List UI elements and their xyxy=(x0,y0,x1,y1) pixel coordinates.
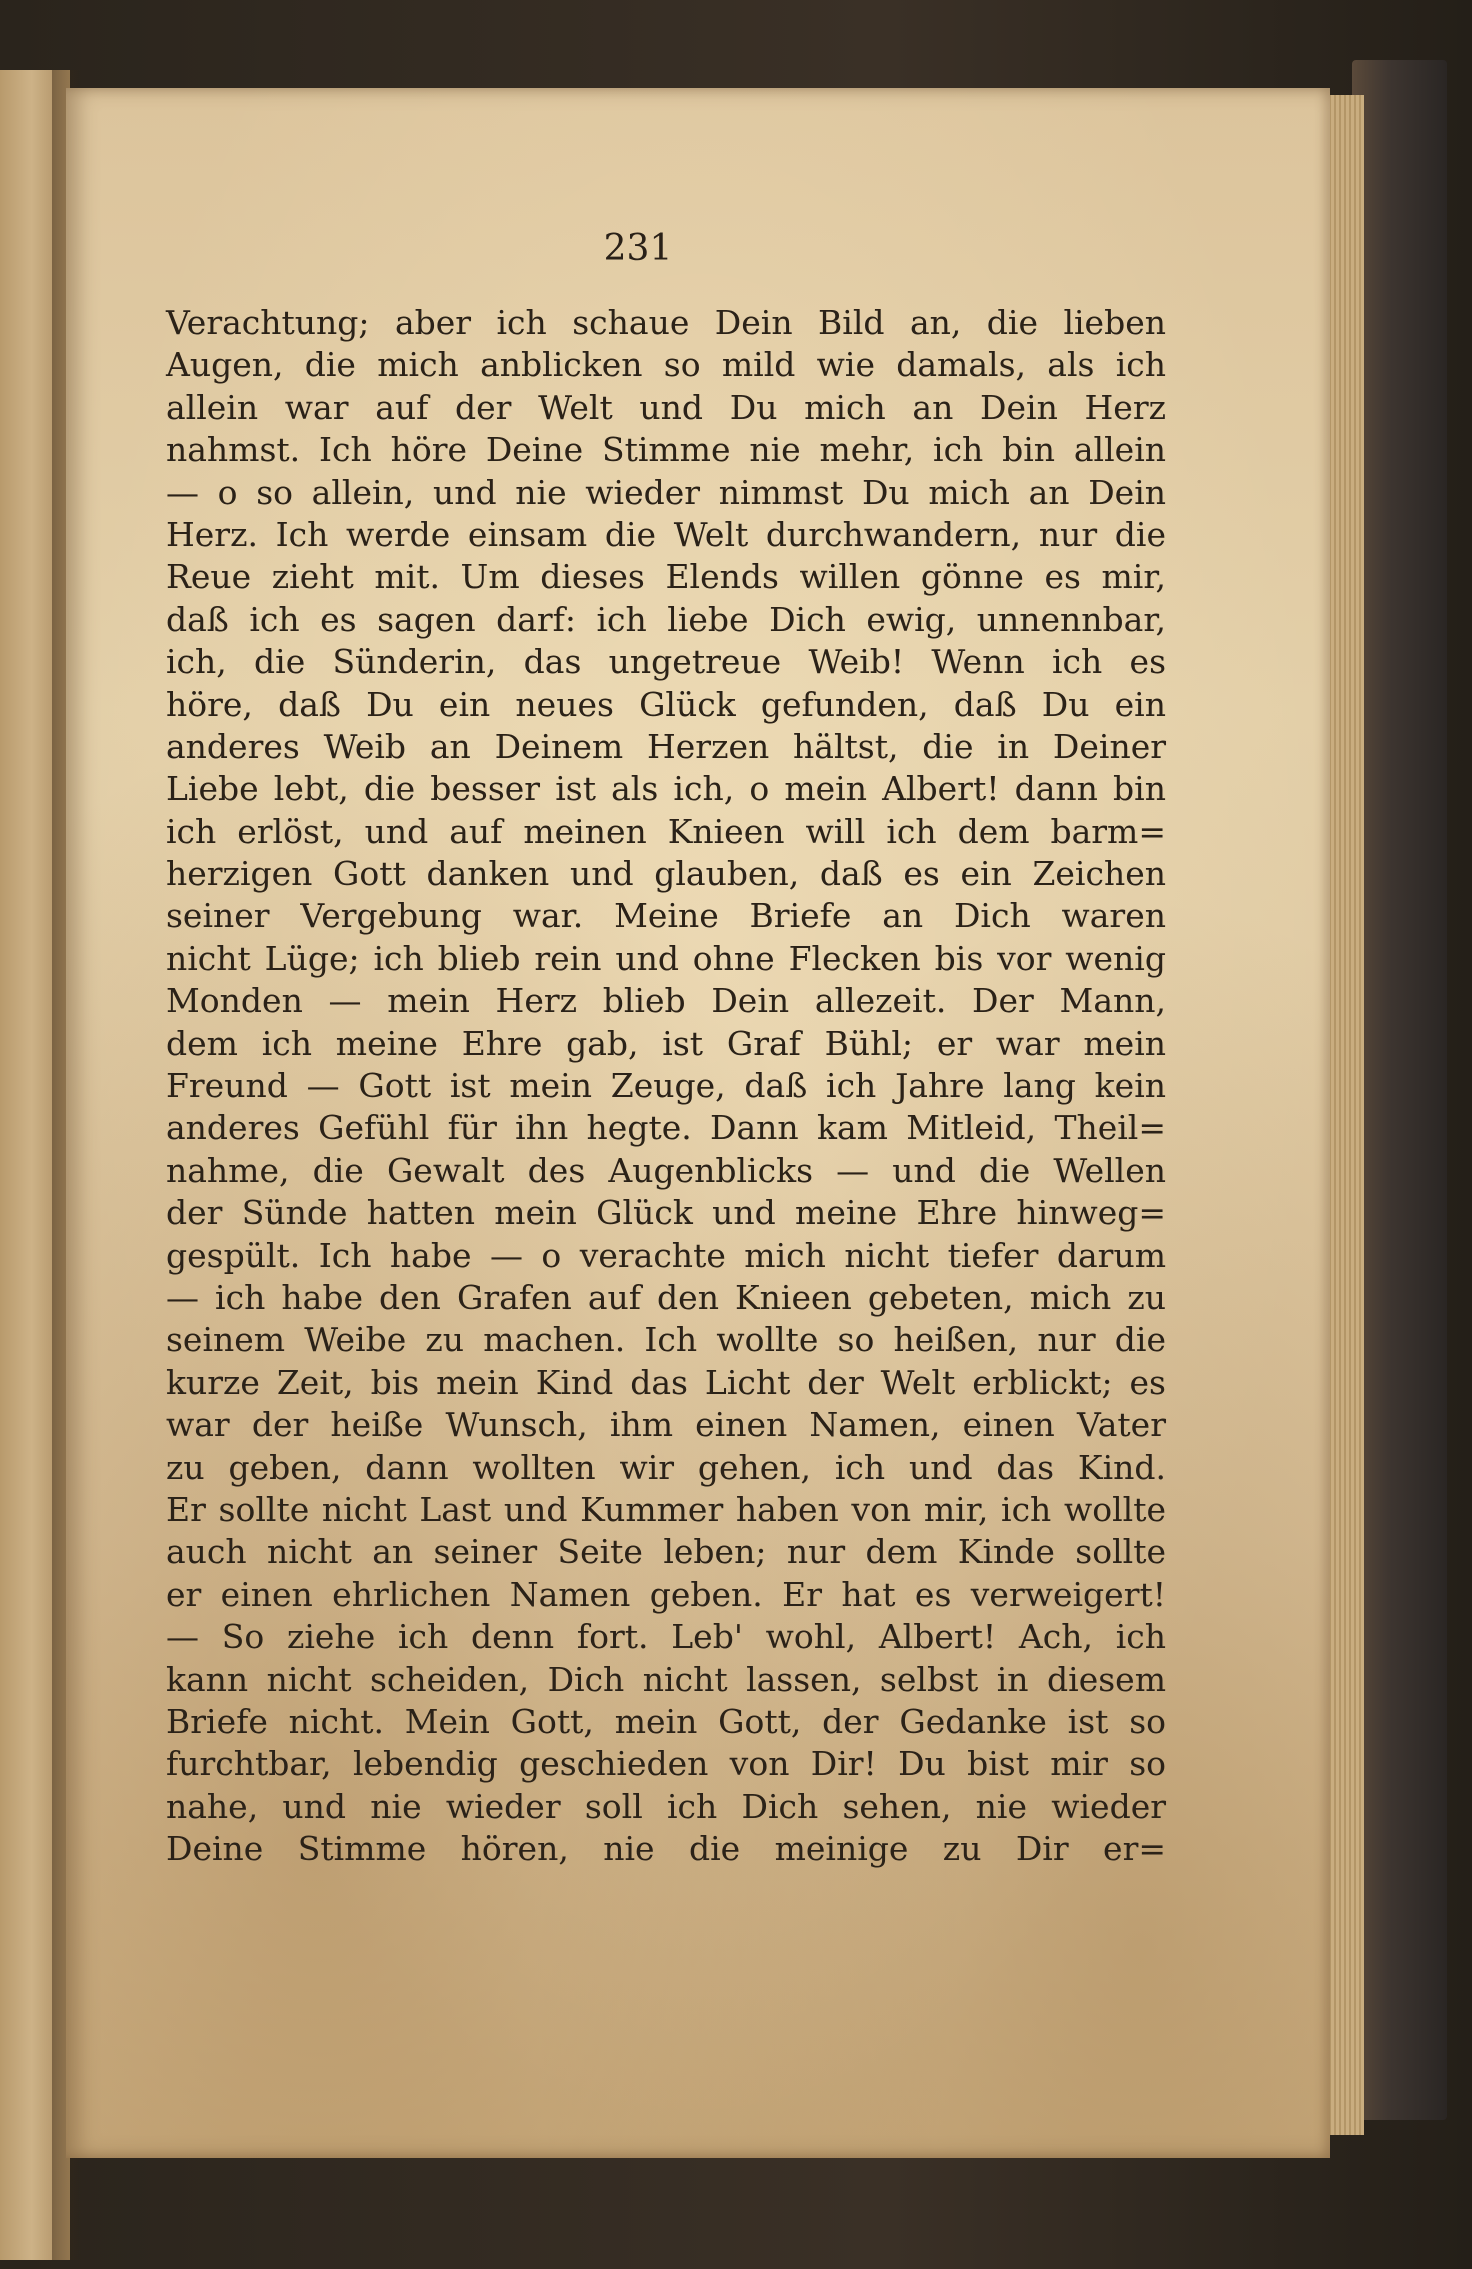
text-line: Herz. Ich werde einsam die Welt durchwandern, nur die xyxy=(166,514,1166,554)
text-line: nahe, und nie wieder soll ich Dich sehen, nie wieder xyxy=(166,1786,1166,1826)
text-line: kann nicht scheiden, Dich nicht lassen, selbst in diesem xyxy=(166,1659,1166,1699)
text-line: ich, die Sünderin, das ungetreue Weib! Wenn ich es xyxy=(166,642,1166,682)
text-line: Freund — Gott ist mein Zeuge, daß ich Jahre lang kein xyxy=(166,1066,1166,1106)
text-line: seiner Vergebung war. Meine Briefe an Dich waren xyxy=(166,896,1166,936)
page-stack-edge xyxy=(1326,95,1364,2135)
text-line: kurze Zeit, bis mein Kind das Licht der Welt erblickt; es xyxy=(166,1362,1166,1402)
text-line: herzigen Gott danken und glauben, daß es ein Zeichen xyxy=(166,854,1166,894)
text-line: Reue zieht mit. Um dieses Elends willen gönne es mir, xyxy=(166,557,1166,597)
text-line: ich erlöst, und auf meinen Knieen will ich dem barm= xyxy=(166,811,1166,851)
text-line: daß ich es sagen darf: ich liebe Dich ewig, unnennbar, xyxy=(166,599,1166,639)
text-line: Monden — mein Herz blieb Dein allezeit. Der Mann, xyxy=(166,981,1166,1021)
text-line: Deine Stimme hören, nie die meinige zu Dir er= xyxy=(166,1829,1166,1869)
text-line: furchtbar, lebendig geschieden von Dir! Du bist mir so xyxy=(166,1744,1166,1784)
text-line: Liebe lebt, die besser ist als ich, o mein Albert! dann bin xyxy=(166,769,1166,809)
text-line: nicht Lüge; ich blieb rein und ohne Flecken bis vor wenig xyxy=(166,938,1166,978)
text-line: — ich habe den Grafen auf den Knieen gebeten, mich zu xyxy=(166,1277,1166,1317)
text-line: Verachtung; aber ich schaue Dein Bild an, die lieben xyxy=(166,303,1166,342)
book-page xyxy=(66,88,1330,2158)
text-line: der Sünde hatten mein Glück und meine Ehre hinweg= xyxy=(166,1193,1166,1233)
text-line: seinem Weibe zu machen. Ich wollte so heißen, nur die xyxy=(166,1320,1166,1360)
text-line: auch nicht an seiner Seite leben; nur dem Kinde sollte xyxy=(166,1532,1166,1572)
book-cover-edge xyxy=(1352,60,1447,2120)
text-line: Briefe nicht. Mein Gott, mein Gott, der Gedanke ist so xyxy=(166,1701,1166,1741)
text-line: war der heiße Wunsch, ihm einen Namen, einen Vater xyxy=(166,1405,1166,1445)
text-line: anderes Weib an Deinem Herzen hältst, die in Deiner xyxy=(166,726,1166,766)
text-line: Augen, die mich anblicken so mild wie damals, als ich xyxy=(166,345,1166,385)
text-line: — o so allein, und nie wieder nimmst Du mich an Dein xyxy=(166,472,1166,512)
text-line: nahme, die Gewalt des Augenblicks — und die Wellen xyxy=(166,1150,1166,1190)
text-line: er einen ehrlichen Namen geben. Er hat es verweigert! xyxy=(166,1574,1166,1614)
page-number: 231 xyxy=(603,228,673,269)
body-text xyxy=(166,302,1166,1870)
text-line: gespült. Ich habe — o verachte mich nicht tiefer darum xyxy=(166,1235,1166,1275)
text-line: — So ziehe ich denn fort. Leb' wohl, Albert! Ach, ich xyxy=(166,1617,1166,1657)
text-line: dem ich meine Ehre gab, ist Graf Bühl; er war mein xyxy=(166,1023,1166,1063)
text-line: nahmst. Ich höre Deine Stimme nie mehr, ich bin allein xyxy=(166,430,1166,470)
text-line: anderes Gefühl für ihn hegte. Dann kam Mitleid, Theil= xyxy=(166,1108,1166,1148)
text-line: höre, daß Du ein neues Glück gefunden, daß Du ein xyxy=(166,684,1166,724)
text-line: Er sollte nicht Last und Kummer haben von mir, ich wollte xyxy=(166,1489,1166,1529)
text-line: zu geben, dann wollten wir gehen, ich und das Kind. xyxy=(166,1447,1166,1487)
text-line: allein war auf der Welt und Du mich an Dein Herz xyxy=(166,387,1166,427)
